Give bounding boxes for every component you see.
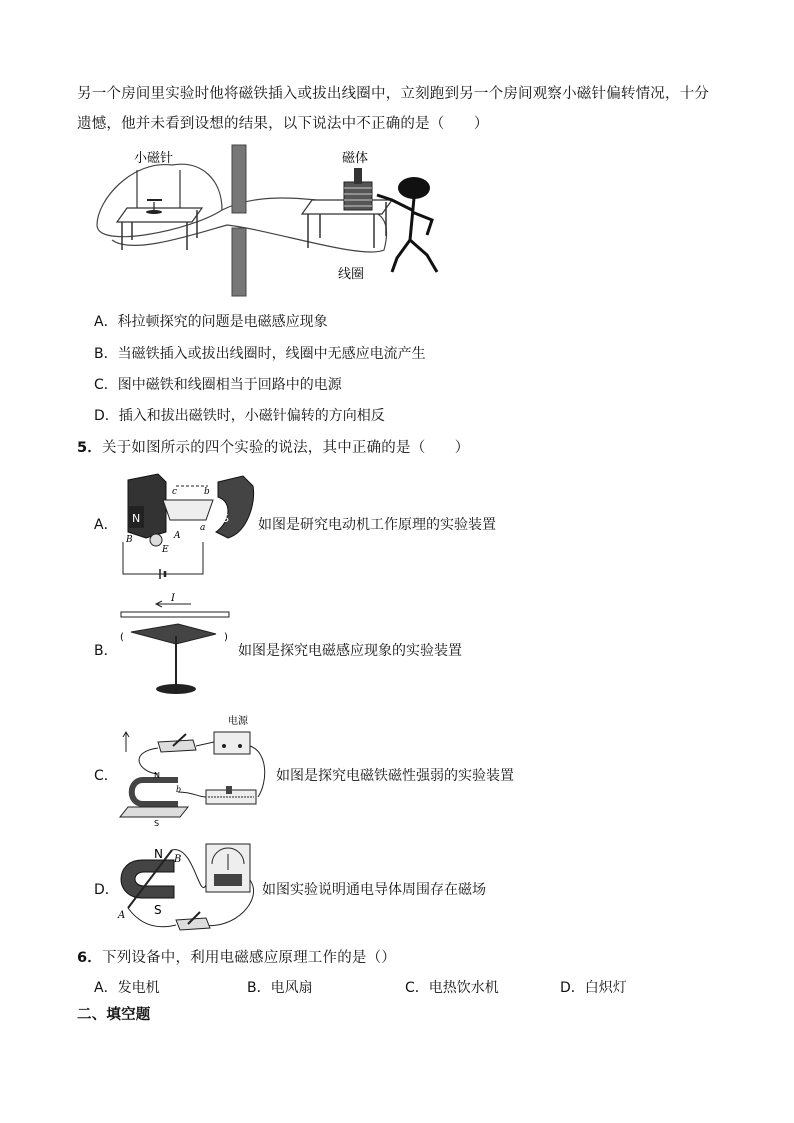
electromagnet-b-label: b	[176, 785, 182, 794]
power-supply-label: 电源	[228, 716, 248, 727]
coil-experiment-figure	[92, 140, 452, 300]
electromagnet-experiment-figure	[118, 712, 278, 827]
question-5-text: 关于如图所示的四个实验的说法，其中正确的是（ ）	[102, 440, 470, 456]
q4-option-d: D．插入和拔出磁铁时，小磁针偏转的方向相反	[94, 408, 385, 424]
coil-a-label: a	[200, 523, 206, 533]
left-bracket: (	[120, 632, 124, 643]
magnet-n-label: N	[132, 512, 141, 525]
q5-option-b-letter: B．	[94, 643, 118, 659]
q5-option-b-text: 如图是探究电磁感应现象的实验装置	[238, 643, 462, 659]
question-4-text-line-2: 遗憾，他并未看到设想的结果，以下说法中不正确的是（ ）	[77, 116, 489, 132]
coil-b-label: b	[204, 487, 210, 497]
question-6-number: 6．	[77, 950, 102, 966]
compass-oersted-figure	[116, 592, 236, 702]
conductor-b-label: B	[174, 854, 182, 865]
q6-option-b: B．电风扇	[247, 980, 313, 996]
brush-a-label: A	[174, 531, 181, 541]
q5-option-d-letter: D．	[94, 882, 119, 898]
right-bracket: )	[224, 632, 228, 643]
q5-option-c-letter: C．	[94, 768, 118, 784]
q6-option-d: D．白炽灯	[560, 980, 627, 996]
electromagnet-n-label: N	[154, 771, 160, 780]
q5-option-a-letter: A．	[94, 517, 118, 533]
q5-option-a-text: 如图是研究电动机工作原理的实验装置	[258, 517, 496, 533]
question-4-text-line-1: 另一个房间里实验时他将磁铁插入或拔出线圈中，立刻跑到另一个房间观察小磁针偏转情况，十分	[77, 86, 710, 102]
section-2-heading: 二、填空题	[77, 1007, 151, 1023]
current-i-label: I	[171, 593, 175, 604]
q4-option-a: A．科拉顿探究的问题是电磁感应现象	[94, 314, 328, 330]
conductor-a-label: A	[118, 910, 126, 921]
question-5-number: 5．	[77, 440, 102, 456]
q4-option-c: C．图中磁铁和线圈相当于回路中的电源	[94, 377, 342, 393]
question-6-stem	[77, 946, 396, 967]
brush-b-label: B	[126, 535, 133, 545]
q6-option-c: C．电热饮水机	[405, 980, 499, 996]
needle-label: 小磁针	[134, 151, 174, 166]
horseshoe-s-label: S	[154, 903, 162, 917]
horseshoe-n-label: N	[154, 847, 163, 861]
electromagnet-s-label: S	[154, 819, 160, 827]
coil-label: 线圈	[338, 267, 365, 282]
q5-option-c-text: 如图是探究电磁铁磁性强弱的实验装置	[276, 768, 514, 784]
question-5-stem	[77, 436, 470, 457]
motor-experiment-figure	[118, 472, 258, 582]
q5-option-d-text: 如图实验说明通电导体周围存在磁场	[262, 882, 486, 898]
question-6-text: 下列设备中，利用电磁感应原理工作的是（）	[102, 950, 396, 966]
magnet-label: 磁体	[342, 151, 369, 166]
q4-option-b: B．当磁铁插入或拔出线圈时，线圈中无感应电流产生	[94, 346, 426, 362]
magnet-s-label: S	[222, 512, 229, 525]
q6-option-a: A．发电机	[94, 980, 160, 996]
brush-e-label: E	[162, 545, 169, 555]
induction-galvanometer-figure	[114, 840, 264, 935]
coil-c-label: c	[172, 487, 178, 497]
